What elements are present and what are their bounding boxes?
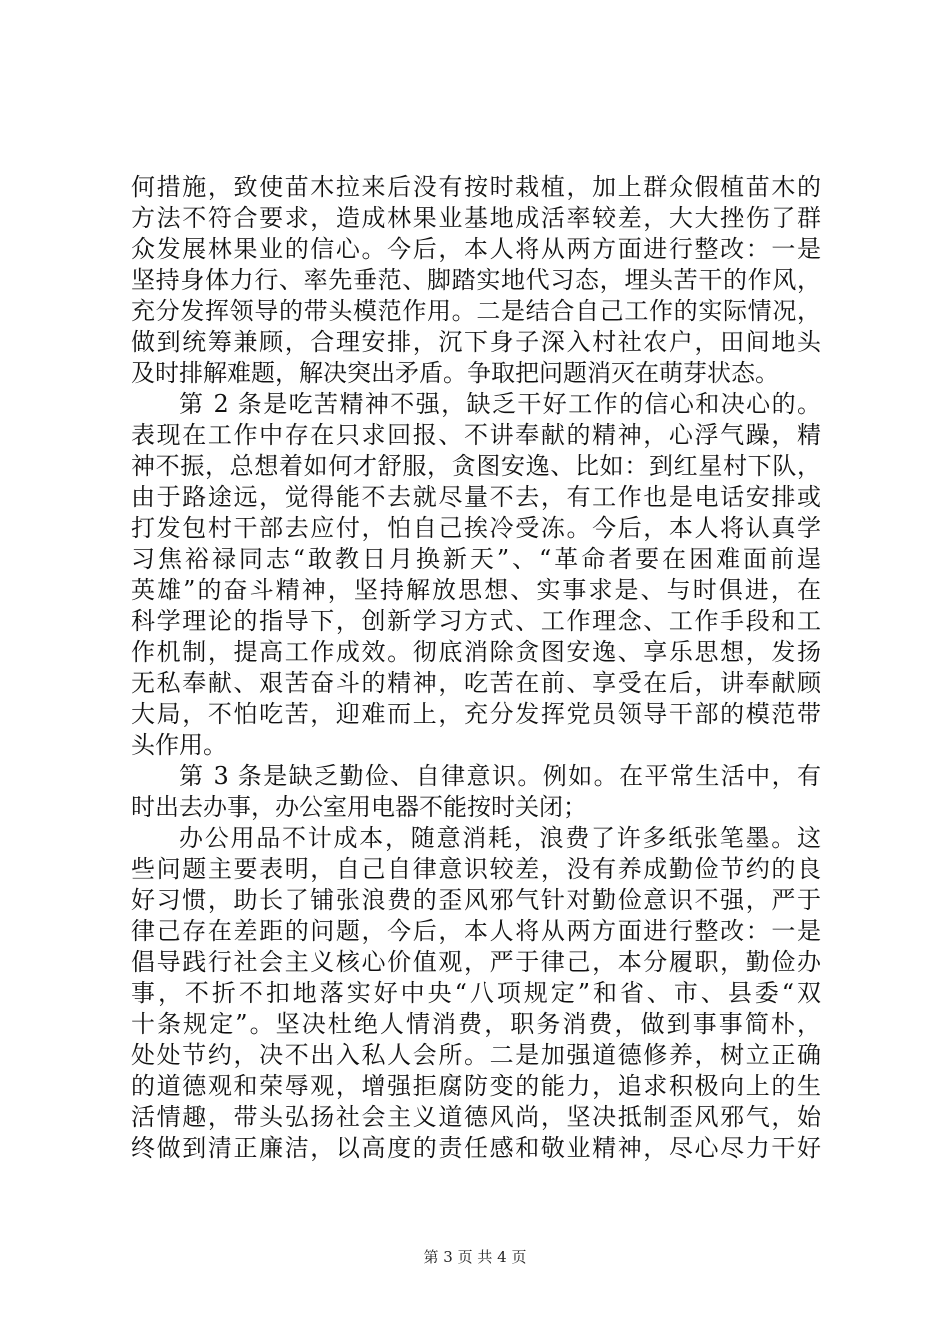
text-line: 律己存在差距的问题，今后，本人将从两方面进行整改：一是 xyxy=(131,917,821,945)
text-line: 打发包村干部去应付，怕自己挨冷受冻。今后，本人将认真学 xyxy=(131,514,821,542)
text-line: 坚持身体力行、率先垂范、脚踏实地代习态，埋头苦干的作风， xyxy=(131,266,821,294)
text-line: 好习惯，助长了铺张浪费的歪风邪气针对勤俭意识不强，严于 xyxy=(131,886,821,914)
text-line: 神不振，总想着如何才舒服，贪图安逸、比如：到红星村下队， xyxy=(131,452,821,480)
text-line: 第 3 条是缺乏勤俭、自律意识。例如。在平常生活中，有 xyxy=(179,762,821,790)
text-line: 些问题主要表明，自己自律意识较差，没有养成勤俭节约的良 xyxy=(131,855,821,883)
text-line: 由于路途远，觉得能不去就尽量不去，有工作也是电话安排或 xyxy=(131,483,821,511)
body-text xyxy=(131,172,821,1164)
text-line: 充分发挥领导的带头模范作用。二是结合自己工作的实际情况， xyxy=(131,297,821,325)
text-line: 习焦裕禄同志“敢教日月换新天”、“革命者要在困难面前逞 xyxy=(131,545,821,573)
text-line: 大局，不怕吃苦，迎难而上，充分发挥党员领导干部的模范带 xyxy=(131,700,821,728)
text-line: 终做到清正廉洁，以高度的责任感和敬业精神，尽心尽力干好 xyxy=(131,1134,821,1162)
text-line: 处处节约，决不出入私人会所。二是加强道德修养，树立正确 xyxy=(131,1041,821,1069)
text-line: 作机制，提高工作成效。彻底消除贪图安逸、享乐思想，发扬 xyxy=(131,638,821,666)
text-line: 无私奉献、艰苦奋斗的精神，吃苦在前、享受在后，讲奉献顾 xyxy=(131,669,821,697)
text-line: 表现在工作中存在只求回报、不讲奉献的精神，心浮气躁，精 xyxy=(131,421,821,449)
text-line: 倡导践行社会主义核心价值观，严于律己，本分履职，勤俭办 xyxy=(131,948,821,976)
text-line: 做到统筹兼顾，合理安排，沉下身子深入村社农户，田间地头 xyxy=(131,328,821,356)
text-line: 时出去办事，办公室用电器不能按时关闭； xyxy=(131,793,587,821)
text-line: 第 2 条是吃苦精神不强，缺乏干好工作的信心和决心的。 xyxy=(179,390,821,418)
text-line: 及时排解难题，解决突出矛盾。争取把问题消灭在萌芽状态。 xyxy=(131,359,779,387)
text-line: 众发展林果业的信心。今后，本人将从两方面进行整改：一是 xyxy=(131,235,821,263)
text-line: 活情趣，带头弘扬社会主义道德风尚，坚决抵制歪风邪气，始 xyxy=(131,1103,821,1131)
page-footer: 第 3 页 共 4 页 xyxy=(423,1248,527,1266)
text-line: 科学理论的指导下，创新学习方式、工作理念、工作手段和工 xyxy=(131,607,821,635)
text-line: 头作用。 xyxy=(131,731,227,759)
text-line: 事，不折不扣地落实好中央“八项规定”和省、市、县委“双 xyxy=(131,979,821,1007)
text-line: 办公用品不计成本，随意消耗，浪费了许多纸张笔墨。这 xyxy=(179,824,821,852)
text-line: 英雄”的奋斗精神，坚持解放思想、实事求是、与时俱进，在 xyxy=(131,576,821,604)
text-line: 何措施，致使苗木拉来后没有按时栽植，加上群众假植苗木的 xyxy=(131,173,821,201)
text-line: 十条规定”。坚决杜绝人情消费，职务消费，做到事事简朴， xyxy=(131,1010,821,1038)
text-line: 的道德观和荣辱观，增强拒腐防变的能力，追求积极向上的生 xyxy=(131,1072,821,1100)
text-line: 方法不符合要求，造成林果业基地成活率较差，大大挫伤了群 xyxy=(131,204,821,232)
